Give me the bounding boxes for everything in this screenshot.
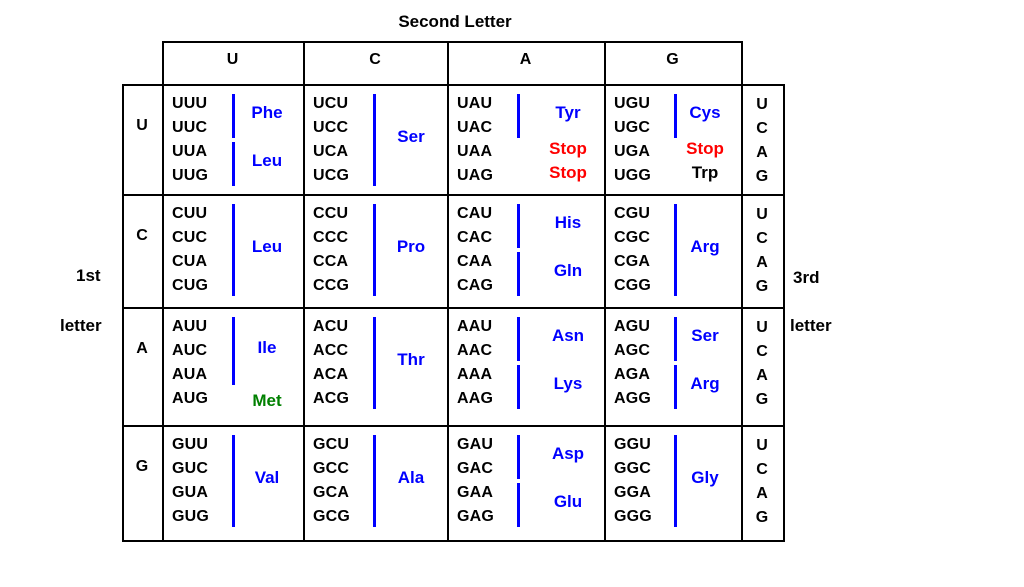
amino-acid-label: Lys (553, 374, 583, 393)
codon: GAG (457, 508, 495, 525)
third-letter-U: U (756, 206, 768, 223)
codon: CUC (172, 229, 208, 246)
amino-acid-label: Met (252, 390, 282, 410)
third-letter-G: G (755, 509, 769, 526)
codon-cell (162, 84, 303, 194)
codon-group-bracket (517, 483, 520, 527)
first-letter-A: A (136, 340, 148, 357)
codon: CUA (172, 253, 208, 270)
amino-acid-label: Gln (553, 261, 583, 280)
codon: CCG (313, 277, 350, 294)
grid-line-right (783, 84, 785, 542)
amino-acid-label: Phe (251, 103, 283, 122)
codon: GAA (457, 484, 494, 501)
codon-group-bracket (517, 365, 520, 409)
codon-cell (447, 425, 604, 540)
codon-cell (604, 425, 741, 540)
codon: CGG (614, 277, 652, 294)
amino-acid-label: Arg (690, 237, 720, 256)
codon: AGC (614, 342, 651, 359)
third-letter-A: A (756, 485, 768, 502)
codon-cell (162, 194, 303, 307)
second-letter-A: A (519, 51, 532, 68)
amino-acid-label: Arg (690, 374, 720, 393)
amino-acid-label: Asn (551, 326, 585, 345)
codon-group-bracket (517, 204, 520, 248)
codon: AUU (172, 318, 208, 335)
codon: UGU (614, 95, 651, 112)
grid-line-row (122, 540, 783, 542)
codon: UCG (313, 167, 350, 184)
first-letter-C: C (136, 227, 148, 244)
codon: GGU (614, 436, 652, 453)
amino-acid-label: Thr (397, 350, 425, 369)
codon: CCU (313, 205, 349, 222)
third-letter-column (744, 434, 780, 530)
codon-group-bracket (373, 204, 376, 296)
codon-group-bracket (517, 252, 520, 296)
codon: CGA (614, 253, 651, 270)
amino-acid-label: Val (254, 468, 280, 487)
codon-cell (303, 84, 447, 194)
codon: CAA (457, 253, 493, 270)
amino-acid-label: His (554, 213, 582, 232)
first-letter-U: U (136, 117, 148, 134)
third-letter-C: C (756, 461, 768, 478)
codon: CCC (313, 229, 349, 246)
codon: UCA (313, 143, 349, 160)
codon: ACA (313, 366, 349, 383)
codon-cell (303, 194, 447, 307)
amino-acid-label: Ser (691, 326, 719, 345)
third-letter-A: A (756, 144, 768, 161)
codon-cell (447, 194, 604, 307)
third-letter-column (744, 93, 780, 189)
amino-acid-label: Leu (251, 237, 283, 256)
codon: UUC (172, 119, 208, 136)
second-letter-C: C (369, 51, 381, 68)
amino-acid-label: Gly (691, 468, 719, 487)
amino-acid-label: Stop (549, 139, 587, 158)
codon: CAC (457, 229, 493, 246)
third-letter-label-bottom: letter (790, 316, 832, 335)
third-letter-column (744, 203, 780, 299)
codon-cell (162, 307, 303, 425)
codon-group-bracket (373, 435, 376, 527)
third-letter-U: U (756, 96, 768, 113)
codon: CAU (457, 205, 493, 222)
codon: UCC (313, 119, 349, 136)
third-letter-U: U (756, 437, 768, 454)
codon: AUG (172, 390, 209, 407)
codon: GCC (313, 460, 350, 477)
codon: AGA (614, 366, 651, 383)
codon: UGG (614, 167, 652, 184)
third-letter-A: A (756, 367, 768, 384)
codon: GGG (614, 508, 652, 525)
amino-acid-label: Ser (397, 127, 425, 146)
codon-cell (303, 425, 447, 540)
first-letter-label-top: 1st (76, 266, 101, 285)
amino-acid-label: Pro (396, 237, 426, 256)
amino-acid-label: Asp (551, 444, 585, 463)
codon: UGA (614, 143, 651, 160)
third-letter-G: G (755, 391, 769, 408)
third-letter-G: G (755, 278, 769, 295)
grid-line-top (162, 41, 741, 43)
codon: AGG (614, 390, 652, 407)
codon: AAC (457, 342, 493, 359)
codon: UUG (172, 167, 209, 184)
codon: GUG (172, 508, 210, 525)
third-letter-C: C (756, 230, 768, 247)
codon: GCG (313, 508, 351, 525)
amino-acid-label: Leu (251, 151, 283, 170)
codon: AAA (457, 366, 493, 383)
codon: UUU (172, 95, 208, 112)
third-letter-A: A (756, 254, 768, 271)
codon-group-bracket (517, 435, 520, 479)
codon: GGC (614, 460, 652, 477)
second-letter-U: U (226, 51, 239, 68)
codon-cell (162, 425, 303, 540)
codon: AUC (172, 342, 208, 359)
third-letter-U: U (756, 319, 768, 336)
second-letter-title: Second Letter (398, 12, 512, 31)
codon-group-bracket (373, 94, 376, 186)
third-letter-C: C (756, 343, 768, 360)
amino-acid-label: Trp (691, 163, 719, 182)
codon: CAG (457, 277, 494, 294)
codon-cell (604, 84, 741, 194)
amino-acid-label: Cys (689, 103, 721, 122)
amino-acid-label: Stop (549, 163, 587, 182)
codon: UAC (457, 119, 493, 136)
codon: AUA (172, 366, 208, 383)
codon: UAG (457, 167, 494, 184)
codon-group-bracket (517, 94, 520, 138)
codon: AAU (457, 318, 493, 335)
grid-line-col (741, 41, 743, 542)
codon-group-bracket (517, 317, 520, 361)
codon-cell (303, 307, 447, 425)
amino-acid-label: Tyr (555, 103, 581, 122)
third-letter-C: C (756, 120, 768, 137)
codon-cell (447, 84, 604, 194)
codon: CUU (172, 205, 208, 222)
codon: ACC (313, 342, 349, 359)
first-letter-G: G (135, 458, 149, 475)
codon-cell (604, 307, 741, 425)
amino-acid-label: Stop (686, 139, 724, 158)
codon: GUC (172, 460, 209, 477)
codon: ACU (313, 318, 349, 335)
codon: ACG (313, 390, 350, 407)
amino-acid-label: Ala (397, 468, 425, 487)
codon: UGC (614, 119, 651, 136)
codon: AGU (614, 318, 651, 335)
first-letter-label-bottom: letter (60, 316, 102, 335)
codon: GUU (172, 436, 209, 453)
codon: AAG (457, 390, 494, 407)
amino-acid-label: Glu (553, 492, 583, 511)
amino-acid-label: Ile (257, 338, 277, 357)
codon: GCU (313, 436, 350, 453)
codon: CUG (172, 277, 209, 294)
codon: CGC (614, 229, 651, 246)
codon: UUA (172, 143, 208, 160)
codon: GCA (313, 484, 350, 501)
second-letter-G: G (666, 51, 679, 68)
codon: UAU (457, 95, 493, 112)
codon-cell (604, 194, 741, 307)
third-letter-label-top: 3rd (793, 268, 820, 287)
codon: UAA (457, 143, 493, 160)
codon-group-bracket (373, 317, 376, 409)
codon: UCU (313, 95, 349, 112)
codon: CGU (614, 205, 651, 222)
codon: GAU (457, 436, 494, 453)
codon: GUA (172, 484, 209, 501)
codon-cell (447, 307, 604, 425)
third-letter-column (744, 316, 780, 412)
codon: CCA (313, 253, 349, 270)
third-letter-G: G (755, 168, 769, 185)
codon: GGA (614, 484, 652, 501)
codon: GAC (457, 460, 494, 477)
